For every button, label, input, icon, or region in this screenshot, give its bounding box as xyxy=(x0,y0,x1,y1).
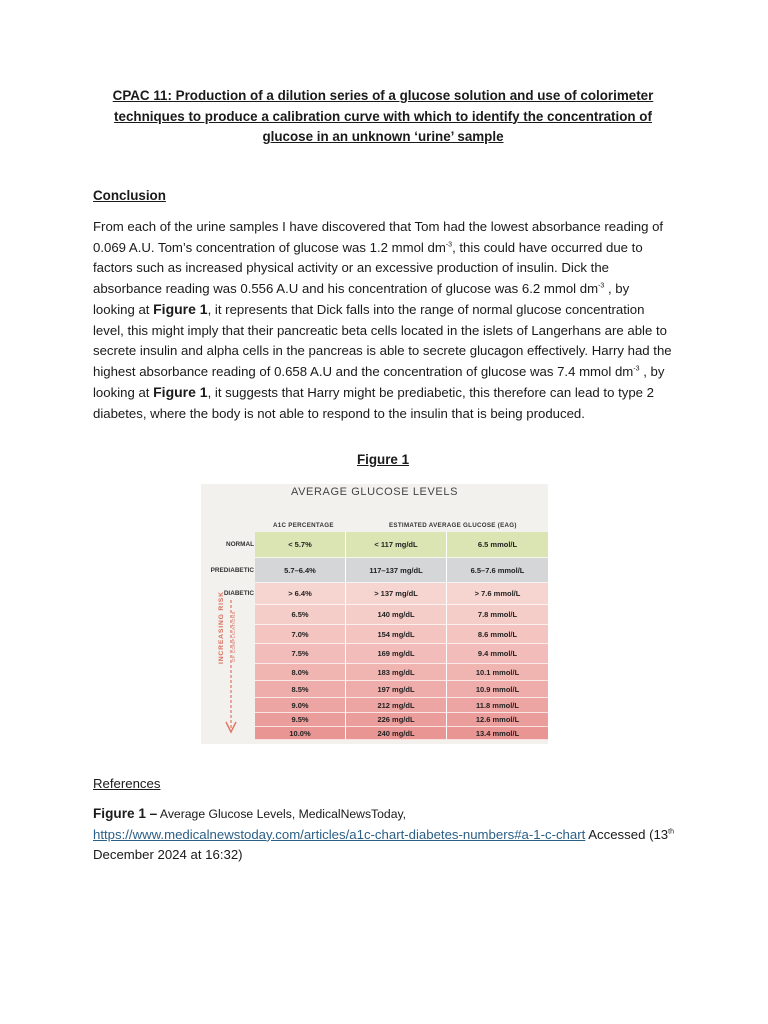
paragraph-text: From each of the urine samples I have discovered that Tom had the lowest absorbance reading of 0.069 A.U. Tom’s concentration of glucose was 1.2 mmol dm xyxy=(93,219,664,255)
reference-figure-label: Figure 1 – xyxy=(93,806,158,821)
a1c-cell: 8.0% xyxy=(255,664,346,681)
mgdl-cell: 240 mg/dL xyxy=(346,727,447,740)
table-row xyxy=(201,727,548,740)
glucose-levels-figure xyxy=(201,484,548,744)
mgdl-cell: 183 mg/dL xyxy=(346,664,447,681)
mgdl-cell: 154 mg/dL xyxy=(346,625,447,644)
a1c-cell: 10.0% xyxy=(255,727,346,740)
mmol-cell: 12.6 mmol/L xyxy=(447,713,548,727)
risk-sublabel: OF COMPLICATIONS xyxy=(231,611,236,662)
mgdl-cell: 197 mg/dL xyxy=(346,681,447,698)
mmol-cell: 10.1 mmol/L xyxy=(447,664,548,681)
figure-reference: Figure 1 xyxy=(153,384,208,400)
table-row xyxy=(201,698,548,713)
col-header-eag: ESTIMATED AVERAGE GLUCOSE (EAG) xyxy=(389,522,517,529)
mmol-cell: 13.4 mmol/L xyxy=(447,727,548,740)
a1c-cell: 9.0% xyxy=(255,698,346,713)
figure-caption: Figure 1 xyxy=(356,452,410,467)
figure-reference: Figure 1 xyxy=(153,301,208,317)
paragraph-text: , this could have occurred due to factors such as increased physical activity or an excessive production of insulin. Dick the absorbance reading was 0.556 A.U and his concentration of glucose was 6.2 mmol dm xyxy=(93,239,643,296)
table-row xyxy=(201,583,548,605)
mgdl-cell: > 137 mg/dL xyxy=(346,583,447,605)
table-row xyxy=(201,644,548,664)
table-row xyxy=(201,532,548,558)
mgdl-cell: 117–137 mg/dL xyxy=(346,558,447,583)
a1c-cell: < 5.7% xyxy=(255,532,346,558)
a1c-cell: 8.5% xyxy=(255,681,346,698)
mmol-cell: 6.5–7.6 mmol/L xyxy=(447,558,548,583)
superscript: th xyxy=(668,828,674,836)
conclusion-heading: Conclusion xyxy=(93,188,166,203)
a1c-cell: 6.5% xyxy=(255,605,346,625)
reference-accessed: Accessed (13 xyxy=(585,826,669,842)
table-row xyxy=(201,681,548,698)
mmol-cell: 6.5 mmol/L xyxy=(447,532,548,558)
superscript: -3 xyxy=(633,365,640,373)
table-row xyxy=(201,558,548,583)
risk-label: INCREASING RISK xyxy=(218,591,225,664)
document-title: CPAC 11: Production of a dilution series of a glucose solution and use of colorimeter techniques to produce a calibration curve with which to identify the concentration of glucose in an unknown ‘urine’ sample xyxy=(112,88,654,144)
mgdl-cell: 140 mg/dL xyxy=(346,605,447,625)
table-row xyxy=(201,625,548,644)
a1c-cell: 7.0% xyxy=(255,625,346,644)
figure-title: AVERAGE GLUCOSE LEVELS xyxy=(290,486,459,498)
conclusion-paragraph xyxy=(93,217,673,424)
mmol-cell: 7.8 mmol/L xyxy=(447,605,548,625)
mgdl-cell: 169 mg/dL xyxy=(346,644,447,664)
mgdl-cell: < 117 mg/dL xyxy=(346,532,447,558)
mmol-cell: 9.4 mmol/L xyxy=(447,644,548,664)
paragraph-text: , by looking at xyxy=(93,280,630,317)
mmol-cell: > 7.6 mmol/L xyxy=(447,583,548,605)
row-label: NORMAL xyxy=(225,541,254,548)
paragraph-text: , it represents that Dick falls into the range of normal glucose concentration level, this might imply that their pancreatic beta cells located in the islets of Langerhans are able to secrete insulin and alpha cells in the pancreas is able to secrete glucagon effectively. Harry had the highest absorbance reading of 0.658 A.U and the concentration of glucose was 7.4 mmol dm xyxy=(93,302,672,379)
a1c-cell: > 6.4% xyxy=(255,583,346,605)
reference-entry xyxy=(93,804,683,866)
a1c-cell: 9.5% xyxy=(255,713,346,727)
references-heading: References xyxy=(93,776,161,791)
document-page xyxy=(93,86,674,862)
mmol-cell: 10.9 mmol/L xyxy=(447,681,548,698)
superscript: -3 xyxy=(598,282,605,290)
table-row xyxy=(201,664,548,681)
paragraph-text: , by looking at xyxy=(93,363,665,400)
superscript: -3 xyxy=(445,241,453,249)
reference-accessed: December 2024 at 16:32) xyxy=(93,847,243,862)
a1c-cell: 5.7–6.4% xyxy=(255,558,346,583)
a1c-cell: 7.5% xyxy=(255,644,346,664)
row-label: DIABETIC xyxy=(223,590,254,597)
mgdl-cell: 226 mg/dL xyxy=(346,713,447,727)
mmol-cell: 11.8 mmol/L xyxy=(447,698,548,713)
reference-source: Average Glucose Levels, MedicalNewsToday, xyxy=(157,807,407,821)
table-row xyxy=(201,605,548,625)
row-label: PREDIABETIC xyxy=(210,566,254,574)
table-row xyxy=(201,713,548,727)
paragraph-text: , it suggests that Harry might be prediabetic, this therefore can lead to type 2 diabetes, where the body is not able to respond to the insulin that is being produced. xyxy=(93,385,655,421)
mmol-cell: 8.6 mmol/L xyxy=(447,625,548,644)
reference-link[interactable]: https://www.medicalnewstoday.com/articles/a1c-chart-diabetes-numbers#a-1-c-chart xyxy=(93,826,586,842)
mgdl-cell: 212 mg/dL xyxy=(346,698,447,713)
col-header-a1c: A1C PERCENTAGE xyxy=(273,522,334,529)
